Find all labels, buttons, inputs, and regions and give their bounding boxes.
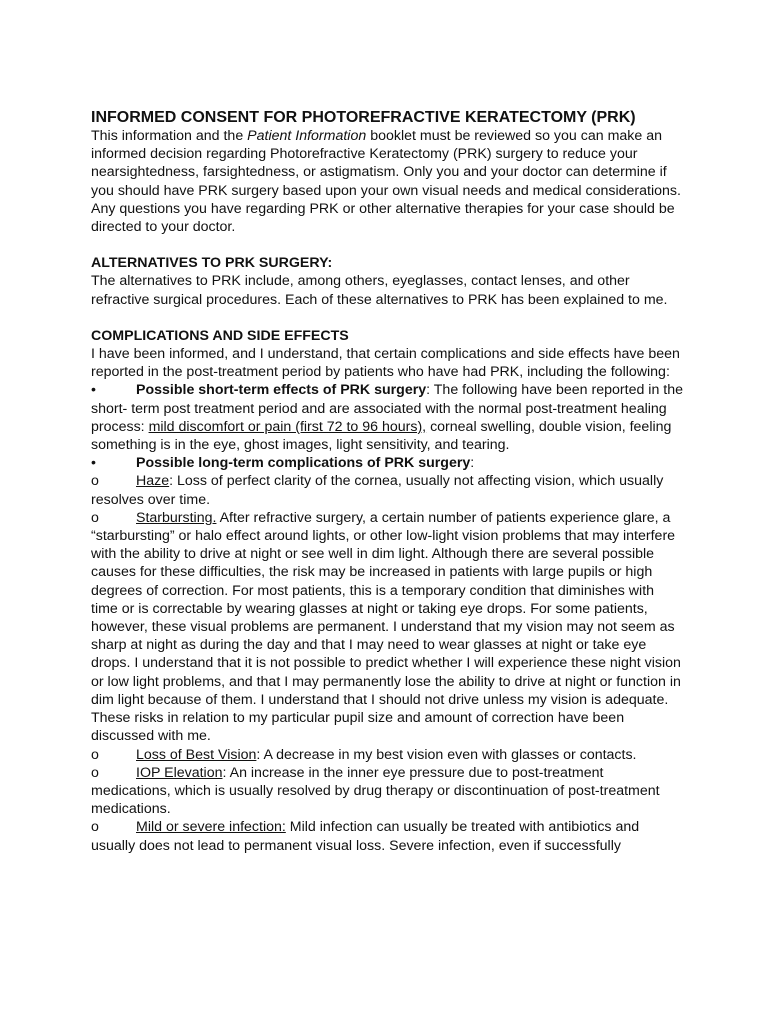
complication-item-infection — [91, 818, 683, 854]
item-label: Mild or severe infection: — [136, 819, 286, 836]
short-term-label: Possible short-term effects of PRK surgery — [136, 382, 427, 399]
sub-bullet-mark: o — [91, 473, 99, 490]
spacer — [91, 236, 683, 254]
item-label: IOP Elevation — [136, 764, 223, 781]
item-label: Loss of Best Vision — [136, 746, 257, 763]
long-term-label: Possible long-term complications of PRK surgery — [136, 455, 471, 472]
item-text: Mild infection can usually be treated with antibiotics and usually does not lead to permanent visual loss. Severe infection, even if successfully — [91, 819, 640, 854]
complication-item-loss-of-best-vision — [91, 746, 683, 764]
bullet-mark: • — [91, 382, 96, 399]
sub-bullet-mark: o — [91, 764, 99, 781]
spacer — [91, 309, 683, 327]
intro-paragraph — [91, 127, 683, 236]
short-term-underlined: mild discomfort or pain (first 72 to 96 hours), — [148, 418, 427, 435]
intro-italic-booklet: Patient Information — [247, 128, 367, 144]
complication-item-iop-elevation — [91, 764, 683, 819]
bullet-mark: • — [91, 455, 96, 472]
document-title: INFORMED CONSENT FOR PHOTOREFRACTIVE KERATECTOMY (PRK) — [91, 109, 636, 126]
sub-bullet-mark: o — [91, 819, 99, 836]
short-term-text-1: : The following have been reported in the short- term post treatment period and are associated with the normal post-treatment healing process: — [91, 382, 684, 435]
sub-bullet-mark: o — [91, 509, 99, 526]
long-term-text: : — [470, 455, 475, 472]
complications-intro: I have been informed, and I understand, that certain complications and side effects have been reported in the post-treatment period by patients who have had PRK, including the following: — [91, 346, 680, 381]
intro-text-1: This information and the — [91, 128, 248, 144]
alternatives-heading: ALTERNATIVES TO PRK SURGERY: — [91, 255, 333, 272]
item-text: : Loss of perfect clarity of the cornea, usually not affecting vision, which usually resolves over time. — [91, 473, 664, 508]
long-term-bullet — [91, 454, 683, 472]
sub-bullet-mark: o — [91, 746, 99, 763]
complications-heading: COMPLICATIONS AND SIDE EFFECTS — [91, 327, 349, 344]
short-term-bullet — [91, 381, 683, 454]
item-label: Haze — [136, 473, 170, 490]
complication-item-haze — [91, 472, 683, 508]
complication-item-starbursting — [91, 509, 683, 746]
item-text: After refractive surgery, a certain number of patients experience glare, a “starbursting” or halo effect around lights, or other low-light vision problems that may interfere with the ability to drive at night or see well in dim light. Although there are several possible causes for these difficulties, the risk may be increased in patients with large pupils or high degrees of correction. For most patients, this is a temporary condition that diminishes with time or is correctable by wearing glasses at night or taking eye drops. For some patients, however, these visual problems are permanent. I understand that my vision may not seem as sharp at night as during the day and that I may need to wear glasses at night or take eye drops. I understand that it is not possible to predict whether I will experience these night vision or low light problems, and that I may permanently lose the ability to drive at night or function in dim light because of them. I understand that I should not drive unless my vision is adequate. These risks in relation to my particular pupil size and amount of correction have been discussed with me. — [91, 509, 681, 745]
item-label: Starbursting. — [136, 509, 217, 526]
intro-text-2: booklet must be reviewed so you can make an informed decision regarding Photorefractive Keratectomy (PRK) surgery to reduce your nearsightedness, farsightedness, or astigmatism. Only you and your doctor can determine if you should have PRK surgery based upon your own visual needs and medical considerations. Any questions you have regarding PRK or other alternative therapies for your case should be directed to your doctor. — [91, 128, 681, 236]
short-term-text-2: corneal swelling, double vision, feeling something is in the eye, ghost images, light sensitivity, and tearing. — [91, 418, 672, 454]
item-text: : An increase in the inner eye pressure due to post-treatment medications, which is usually resolved by drug therapy or discontinuation of post-treatment medications. — [91, 764, 660, 818]
document-page — [91, 108, 683, 855]
item-text: : A decrease in my best vision even with glasses or contacts. — [256, 746, 637, 763]
alternatives-paragraph: The alternatives to PRK include, among others, eyeglasses, contact lenses, and other refractive surgical procedures. Each of these alternatives to PRK has been explained to me. — [91, 273, 668, 308]
